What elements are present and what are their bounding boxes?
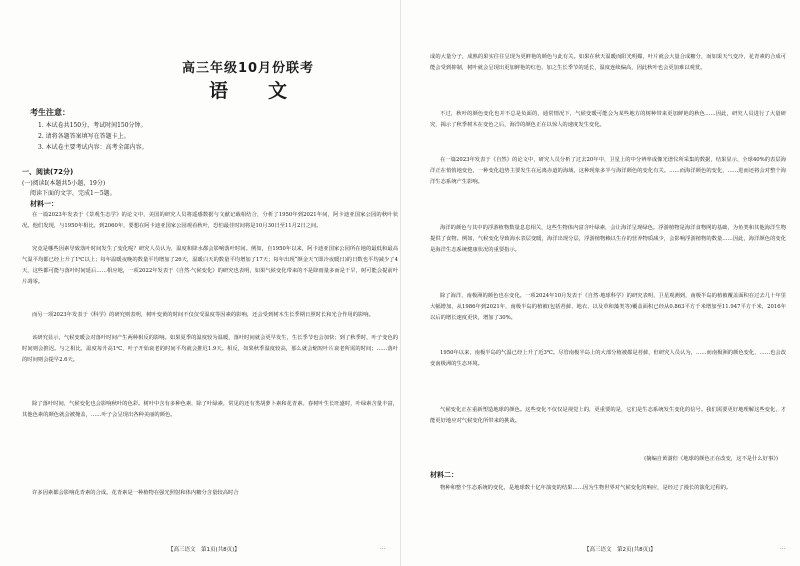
paragraph: 该研究显示，气候变暖会对落叶时间产生两种相反的影响。如果夏季的温度较为温暖，落叶时间就会更早发生，生长季节也会加快；到了秋季时，叶子变色的时间则会推迟。与之相比，温度每升高1℃，叶子开始衰老的时间平均就会推迟1.9天。相反，如果秋季温度较高，那么就会缩短叶片衰老所需的时间；……落叶的时间则会提早2.6天。 bbox=[22, 335, 398, 363]
paragraph: 究竟是哪些因素导致落叶时间发生了变化呢？研究人员认为，温度和降水都会影响落叶时间。例如，自1950年以来，阿卡迪亚国家公园所在地的最低和最高气温平均都已经上升了1℃以上；每年温暖夜晚的数量平均增加了26天，温暖白天的数量平均增加了17天；每年出现“颜金天”(即冷夜暖日)的日数也平均减少了4天，这些都可能与落叶时间延后……相应地，一项2022年发表于《自然·气候变化》的研究也表明，如果气候变化带来的不是降雨量多而是干旱，树可能会提前叶片凋零。 bbox=[22, 246, 398, 285]
paragraph: 而另一项2023年发表于《科学》的研究则表明，树叶变黄的时间不仅仅受温度等因素的影响，还会受到树木生长季期日照时长和光合作用的影响。 bbox=[32, 312, 374, 318]
subsection-heading: (一)阅读Ⅰ(本题共5小题，19分) bbox=[22, 180, 106, 187]
footer-mark: ... bbox=[780, 545, 786, 551]
notice-list bbox=[38, 120, 148, 153]
footer-mark: ... bbox=[380, 545, 386, 551]
exam-subject: 语文 bbox=[208, 80, 327, 102]
section-heading: 一、阅读(72分) bbox=[22, 168, 74, 176]
material-2-label: 材料二： bbox=[430, 471, 458, 479]
source-note: (摘编自黄澍但《地球的颜色正在改变，这不是什么好事》) bbox=[644, 456, 778, 462]
paragraph: 在一篇2023年发表于《景观生态学》的论文中，美国的研究人员将遥感数据与文献记载相结合，分析了1950年到2021年间，阿卡迪亚国家公园的秋叶状况。他们发现，与1950年相比，到2060年，要想在阿卡迪亚国家公园观看秋叶，恐怕最佳时间将是10月30日至11月2日之间。 bbox=[22, 212, 398, 229]
paragraph: 在一篇2023年发表于《自然》的论文中，研究人员分析了过去20年中，卫星上的中分辨率成像光谱仪所采集的数据，结果显示，全球40%的表层海洋正在悄悄地变色，一种变化趋势主要发生在远离赤道的海域，这种现象多半与海洋颜色的变化有关。……而海洋颜色的变化，……进而还将会对整个海洋生态系统产生影响。 bbox=[430, 157, 786, 185]
reading-direction: 阅读下面的文字，完成1～5题。 bbox=[30, 190, 116, 197]
page-footer: 【高三语文 第1页(共8页)】 bbox=[168, 547, 240, 553]
paragraph: 许多因素都会影响花青素的合成。花青素是一种植物在强光照射和体内糖分含量较高时合 bbox=[32, 490, 239, 496]
paragraph: 海洋的颜色与其中的浮游植物数量息息相关，这些生物体内富含叶绿素，会让海洋呈现绿色。浮游植物是海洋食物网的基础，为鱼类和其他海洋生物提供了食物。例如，气候变化导致海水表层变暖，海洋出现分层，浮游植物赖以生存的营养物质减少，会影响浮游植物的数量……因此，海洋颜色的变化是海洋生态系统健康状况的重要指示。 bbox=[430, 225, 786, 253]
page-fold-divider bbox=[400, 0, 401, 566]
material-1-label: 材料一： bbox=[30, 200, 58, 208]
notice-item: 2. 请将各题答案填写在答题卡上。 bbox=[38, 133, 130, 140]
notice-heading: 考生注意： bbox=[30, 108, 70, 117]
notice-item: 3. 本试卷主要考试内容：高考全部内容。 bbox=[38, 144, 148, 151]
paragraph: 1950年以来，南极半岛的气温已经上升了近3℃。尽管南极半岛上的大部分植被都是苔藓，但研究人员认为，……而南极洲的颜色变化，……也会改变南极洲的生态环境。 bbox=[430, 350, 786, 367]
notice-item: 1. 本试卷共150分，考试时间150分钟。 bbox=[38, 122, 147, 129]
page-1 bbox=[8, 0, 400, 566]
paragraph: 除了海洋，南极洲的颜色也在变化。一项2024年10月发表于《自然·地球科学》的研究表明，卫星观测到，南极半岛的植被覆盖面积在过去几十年里大幅增加，从1986年到2021年，南极半岛的植被(包括苔藓、地衣、以及草和藻类等)覆盖面积已经从0.863平方千米增加至11.947平方千米，2016年以后的增长速度更快，增加了30%。 bbox=[430, 293, 786, 321]
paragraph: 气候变化正在重新塑造地球的颜色。这些变化不仅仅是视觉上的，更重要的是，它们是生态系统发生变化的信号。我们需要更好地理解这些变化，才能更好地应对气候变化所带来的挑战。 bbox=[430, 407, 786, 424]
page-footer: 【高三语文 第2页(共8页)】 bbox=[584, 547, 656, 553]
exam-title: 高三年级10月份联考 bbox=[181, 61, 315, 76]
paragraph: 不过，秋叶的颜色变化也并不总是负面的，通常情况下，气候变暖可能会为某些地方的树种带来更加鲜艳的秋色……因此，研究人员进行了大量研究，揭示了秋季树木在变色之后，海洋的颜色正在以惊人的速度发生变化。 bbox=[430, 111, 786, 128]
paragraph: 除了落叶时间，气候变化也会影响秋叶的色彩。树叶中含有多种色素，除了叶绿素，常见的还有类胡萝卜素和花青素。春树叶生长旺盛时，叶绿素含量丰富，其他色素的颜色就会被掩盖，……叶子会呈现出各种美丽的颜色。 bbox=[22, 401, 398, 418]
page-2 bbox=[408, 0, 800, 566]
paragraph: 物种和整个生态系统的变化，是地球数十亿年演变的结果……因为生物世界对气候变化的响应，是经过了漫长的演化过程的。 bbox=[440, 485, 732, 491]
paragraph: 成的大量分子，成熟的果实往往呈现为更鲜艳的颜色与此有关。如果在秋天温暖而阳光明媚，叶片就会大量合成糖分，而如果天气变冷，花青素的合成可能会受到抑制，树叶就会呈现出更加鲜艳的红色，加之生长季节的延长，温度连续偏高，因此秋叶也会更加难以观赏。 bbox=[430, 54, 786, 71]
